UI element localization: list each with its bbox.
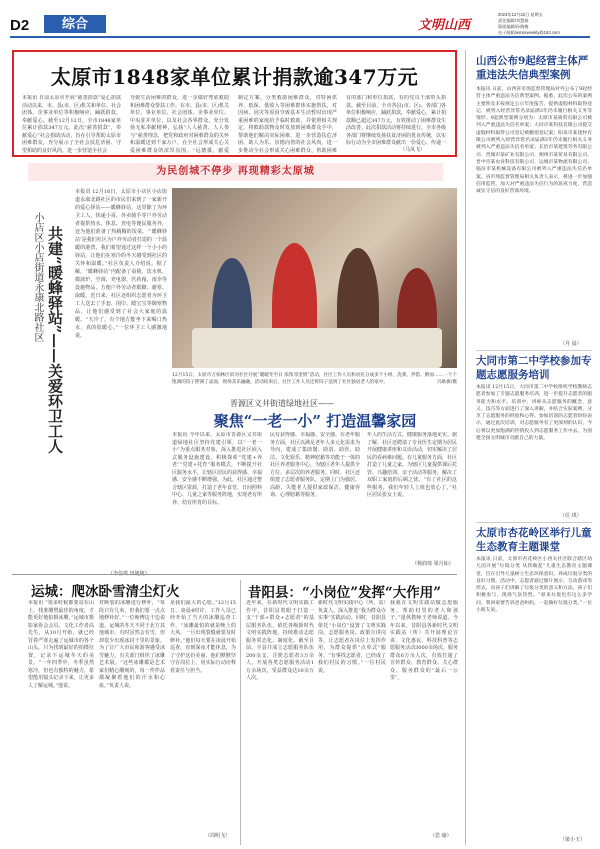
sub-story-headline[interactable]: 聚焦“一老一小” 打造温馨家园	[213, 412, 417, 430]
top-story-col1: 本报讯 日前太原市开展“慈善捐款”爱心捐款活动以来，市、县(市、区)机关和单位、社会团体、企事业单位等积极响应、踊跃捐款，奉献爱心。截至12月12日，全市1848家单位累计捐款347万元。此次“慈善捐款”，奉献爱心“社会捐助活动，旨在引导帮助太原市困难群众，充分展示了全社会扶危济困、守望相助的良好风尚，进一步营造全社会	[22, 95, 121, 153]
page-number: D2	[10, 17, 30, 34]
bottom-mid-col3: 我就在文明实践站做志愿服务，帮助村里的老人和孩子。”退休教师王老师说道。今年以来，昔阳县各新时代文明实践站（所）共开展理论宣讲、文化惠民、科技科普等志愿服务活动3000余场次，服务群众6万余人次，有效打通了宣传群众、教育群众、关心群众、服务群众的“最后一公里”。	[390, 600, 458, 681]
news-photo	[172, 188, 457, 368]
bottom-mid-col1: 近年来，在新时代文明实践工作中，昔阳县着眼于打造一支“干部+群众+志愿者”的基层服务队伍，依托各级新时代文明实践阵地，持续推动志愿服务常态化、制度化。截至目前，全县共成立志愿服务队伍200余支，注册志愿者3万余人，开展各类志愿服务活动1万余场次，受益群众达10余万人次。	[246, 600, 314, 681]
sub-story-kicker: 晋源区义井街道绿地社区——	[230, 399, 334, 408]
section-banner: 为民创城不停步 再现精彩太原城	[28, 163, 443, 181]
top-story-col3: 制定方案，分类救助困难群众，对特困供养、低保、低收入等困难群体实施帮扶，对因病、因灾等原因导致基本生活暂时出现严重困难的家庭给予临时救助，并依照相关规定，将救助款物及时发放到困难群众手中，帮助他们解决实际困难，进一步营造扶危济困、助人为乐、崇德向善的社会风尚。进一步推动全社会形成关心困难群众、帮助困难	[238, 95, 337, 153]
bottom-left-headline[interactable]: 运城：爬冰卧雪清尘灯火	[31, 584, 180, 600]
feature-headline-dash: ——	[46, 333, 64, 364]
email-line: 电子邮箱/wmsxweekly@163.com	[498, 30, 560, 35]
top-story-byline: （马凤飞）	[400, 147, 426, 153]
right-story2-body: 本报讯 12月15日，大同市第二中学校组织学校教师志愿者参加了专题志愿服务培训，进一步提升志愿者的服务能力和水平。培训中，讲师从志愿服务的概念、意义、技巧等方面进行了深入讲解，并结合实际案例，分享了志愿服务的经验和心得。参加培训的志愿者纷纷表示，通过此次培训，对志愿服务有了更深刻的认识，今后将以更加饱满的热情投入到志愿服务工作中去，为创建全国文明城市贡献自己的力量。	[476, 385, 592, 442]
right-story3-body: 本报讯 日前，太原市杏花岭区小西关社区联合辖区幼儿园开展“垃圾分类 从我做起”儿童生态教育主题课堂，旨在引导儿童树立生态环保意识，养成垃圾分类的良好习惯。活动中，志愿者通过图片展示、互动游戏等形式，向孩子们讲解了垃圾分类的意义和方法，孩子们积极参与，现场气氛热烈。“原来垃圾也有这么多学问，我回家要告诉爸爸妈妈，一起做好垃圾分类。”一位小朋友说。	[476, 557, 592, 614]
right-story1-headline[interactable]: 山西公布9起经营主体严重违法失信典型案例	[476, 55, 589, 81]
top-story-col4: 有的部门和单位捐款，有的党员干部带头捐款。截至目前，全市各县(市、区)、各部门各单位积极响应，踊跃捐款，奉献爱心，累计捐款额已超过347万元，有效推动了困难群众生活改善。此次捐款活动将持续进行，全市各级各部门将继续发扬扶贫济困的优良传统，以实际行动为全市困难群众献出一份爱心、传递一	[346, 95, 446, 145]
bottom-mid-col2: 新时代文明实践中心（所、站）负责人，深入推进“我为群众办实事”实践活动。同时，昔阳县依托“小岗位”设置了文明实践岗、志愿服务岗、政策宣讲岗等，让志愿者在岗位上发挥作用，为群众提供“点单式”服务。“有事找志愿者，已经成了我们村民的习惯。”一位村民说。	[318, 600, 386, 674]
date-line: 2023年12月22日 星期五	[498, 12, 543, 17]
column-divider	[465, 50, 466, 845]
right-divider	[476, 522, 592, 523]
photo-table	[192, 328, 442, 368]
bottom-left-col1: 本报讯 “很多时候都要站在山上，找准雕塑最佳的角度，才能更好地拍摄冰雕。”运城市摄影家协会会员、文化工作者高先生，从10月开始，就已经冒着严寒走遍了运城市的各个山头，只为找到最好的拍摄位置，记录下运城冬天的美景。“一年四季中，冬季虽然寒冷，但也有独特的魅力，希望能用镜头记录下来，让更多人了解运城。”他说。	[28, 600, 94, 689]
right-story1-body: 本报讯 日前，山西省市场监督管理局对外公布了9起经营主体严重违法失信典型案例。据悉，此次公布的案例主要涉及未按规定公示年度报告、提供虚假材料取得登记、被列入经营异常名录届满3年仍未履行相关义务等情形。9起典型案例分别为：太原市某商贸有限公司被列入严重违法失信名单案；大同市某科技有限公司提交虚假材料取得公司登记被撤销登记案；阳泉市某建材有限公司被列入经营异常名录届满3年仍未履行相关义务被列入严重违法失信名单案；长治市某建筑劳务有限公司、晋城市某矿业有限公司、朔州市某贸易有限公司、晋中市某农业科技有限公司、运城市某物流有限公司、临汾市某机械设备有限公司被列入严重违法失信名单案。省市场监督管理局相关负责人表示，将进一步加强信用监管，加大对严重违法失信行为的惩戒力度，营造诚实守信的良好营商环境。	[476, 87, 592, 195]
sub-story-col2: 民有获得感、幸福感、安全感。在老年服务方面，社区以满足老年人多元化需求为导向，建成了集助餐、助浴、助医、助洁、文化娱乐、精神慰藉等功能于一体的社区养老服务中心，为辖区老年人提供全方位、多层次的养老服务。同时，社区还组建了志愿者服务队，定期上门为独居、高龄、失能老人提供家政保洁、健康咨询、心理慰藉等服务。	[270, 432, 360, 498]
feature-body: 本报讯 12月16日，太原市小店区小店街道永康北路社区的市民们来到了一家新开的爱心驿站——暖蜂驿站，这里除了为环卫工人、快递小哥、外卖骑手等户外劳动者提供热水、休息、充电等便民服务外，还为他们准备了热腾腾的饭菜。“‘暖蜂驿站’是我们社区为户外劳动者打造的一个温暖的港湾，我们希望通过这样一个小小的驿站，让他们在寒冷的冬天感受到社区的关怀和温暖。”社区负责人介绍说。据了解，“暖蜂驿站”内配备了桌椅、饮水机、微波炉、空调、充电器、医药箱、雨伞等设施物品，方便户外劳动者歇脚、避寒、取暖。近日来，社区还组织志愿者为环卫工人送去了手套、围巾、暖宝宝等御寒物品，让他们感受到了社会大家庭的温暖。“天冷了，有个地方能坐下来喝口热水，真的很暖心。”一位环卫工人感激地说。	[75, 189, 167, 339]
right-story2-byline: （任 琪）	[560, 513, 582, 519]
sub-story-col1: 本报讯 今年以来，太原市晋源区义井街道绿地社区坚持党建引领，以“一老一小”为重点服务对象，深入推进社区嵌入式服务设施建设，积极探索“党建+养老”“党建+托育”服务模式，不断提升社区服务水平，让辖区居民的获得感、幸福感、安全感不断增强。为此，社区通过整合辖区资源，打造了老年食堂、日间照料中心、儿童之家等服务阵地，实现老有所养、幼有所育的目标。	[172, 432, 262, 506]
section-tag: 综合	[44, 15, 106, 33]
photo-caption	[172, 372, 457, 386]
right-story2-headline[interactable]: 大同市第二中学校参加专题志愿服务培训	[476, 355, 592, 381]
right-story1-byline: （丹 晨）	[560, 341, 582, 347]
feature-headline-line1: 共建“暖蜂驿站”	[46, 226, 64, 334]
right-story3-byline: （梁小玉）	[560, 837, 586, 843]
column-divider	[240, 580, 241, 845]
feature-kicker: 小店区小店街道永康北路社区	[32, 212, 43, 342]
bottom-left-byline: （周明飞）	[205, 833, 231, 839]
bottom-left-col2: 对断裂的冰雕进行修补，“每段只有几米，但我们要一点点地修补好。”一位师傅边干边说道。运城的冬天不同于北方其他城市，有时虽然会有雪，但却很少出现冰封千里的景象。为了让广大市民和游客感受冰雪魅力，有关部门组织了冰雕艺术展。“这些冰雕都是艺术家们精心雕刻的，每一件作品都凝聚着他们的汗水和心血。”负责人说。	[99, 600, 165, 689]
header-rule	[10, 36, 590, 38]
newspaper-logo: 文明山西	[418, 18, 471, 33]
bottom-mid-headline[interactable]: 昔阳县：“小岗位”发挥“大作用”	[248, 585, 442, 601]
right-story3-headline[interactable]: 太原市杏花岭区举行儿童生态教育主题课堂	[476, 527, 592, 553]
right-divider	[476, 350, 592, 351]
bottom-mid-byline: （思 瑜）	[430, 833, 452, 839]
section-divider	[12, 574, 457, 575]
bottom-left-col3: 是我们最大的心愿。”12月15日，凌晨4时许，工作人员已经开始了当天的冰雕巡查工作。“冰雕最怕的就是晚上的大风，一旦出现裂缝就要及时修补。”他们每天要在凌晨开始巡查，直到深夜才能休息，为了守护这份美丽，他们默默坚守在岗位上，用实际行动诠释着责任与担当。	[170, 600, 236, 674]
feature-headline[interactable]	[46, 226, 64, 453]
sub-story-byline: （杨润琦 梁月仙）	[412, 561, 454, 567]
designer-line: 版面编辑/孙晓梅	[498, 24, 529, 29]
photo-credit: 冯耿旗/摄	[437, 380, 457, 385]
top-story-col2: 导致生活困难的群众，进一步做好兜底救助和困难群众帮扶工作。在市、县(市、区)机关单位、事业单位、社会团体、企事业单位、中央驻并单位，以及社会各界群众，充分发扬无私奉献精神，弘扬“人人慈善、人人参与”慈善理念，把党和政府对困难群众的关怀和温暖送到千家万户，在全社会形成关心关爱困难群众的浓厚氛围。“远德援，献爱	[130, 95, 229, 153]
top-story-headline[interactable]: 太原市1848家单位累计捐款逾347万元	[50, 65, 419, 89]
feature-headline-line2: 关爱环卫工人	[46, 363, 64, 454]
sub-story-col3: 年人的生活方式。健康服务落地见实。据了解，社区还聘请了专业医生定期为居民开展健康讲座和义诊活动，切实解决了居民的看病难问题。在儿童服务方面，社区打造了儿童之家，为辖区儿童提供课后托管、兴趣培训、亲子活动等服务，解决了双职工家庭的后顾之忧。“有了社区的这些服务，我们年轻人上班也放心了。”社区居民张女士说。	[367, 432, 457, 498]
header-meta	[498, 12, 593, 36]
photo-caption-text: 12月15日，太原市万柏林区滨河社区开展“暖暖冬至日 浓浓邻里情”活动，社区工作人员和居民分成多个小组，洗菜、拌馅、擀面……一个个饱满的饺子摆满了桌面，现场其乐融融。活动结束后，社区工作人员还将饺子送到了社区独居老人的家中。	[172, 373, 457, 385]
editor-line: 责任编辑/刘慧娟	[498, 18, 529, 23]
